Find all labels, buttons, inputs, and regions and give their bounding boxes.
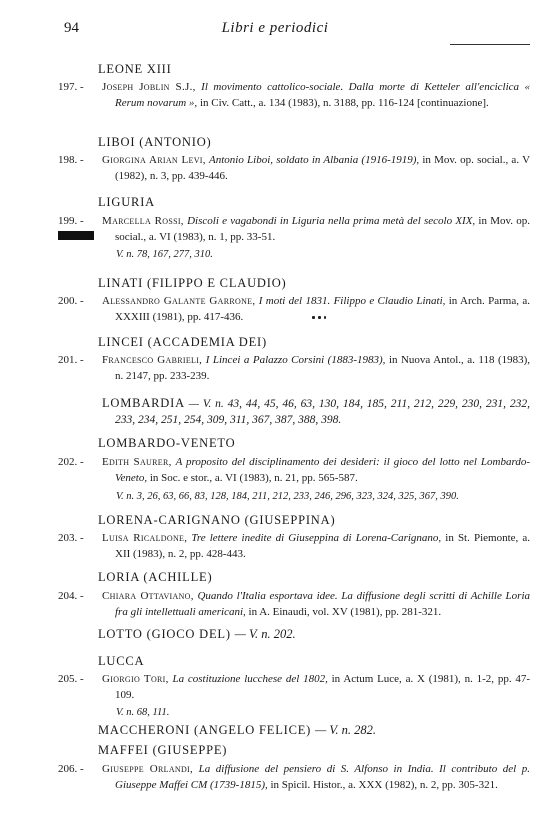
- heading-liguria: LIGURIA: [98, 195, 155, 209]
- heading-linati: LINATI (FILIPPO E CLAUDIO): [98, 276, 287, 290]
- entry-200: [58, 294, 530, 325]
- entry-198: [58, 153, 530, 184]
- entry-205: [58, 672, 530, 721]
- entry-refs: V. n. 68, 111.: [116, 707, 170, 718]
- entry-number: 203. -: [58, 532, 84, 544]
- heading-loria: LORIA (ACHILLE): [98, 570, 213, 584]
- entry-title: Antonio Liboi, soldato in Albania (1916-1919),: [209, 154, 420, 166]
- heading-maccheroni: [98, 723, 376, 738]
- ink-dots: [312, 316, 326, 320]
- entry-title: Quando l'Italia esportava idee. La diffusione degli scritti di Achille Loria fra gli intellettuali americani,: [115, 590, 530, 618]
- heading-lorena-carignano: LORENA-CARIGNANO (GIUSEPPINA): [98, 513, 336, 527]
- entry-refs: V. n. 78, 167, 277, 310.: [116, 249, 213, 260]
- entry-source: in Spicil. Histor., a. XXX (1982), n. 2, pp. 305-321.: [270, 778, 498, 791]
- entry-number: 197. -: [58, 81, 84, 93]
- heading-lucca: LUCCA: [98, 654, 145, 668]
- entry-source: in Mov. op. social., a. V (1982), n. 3, pp. 439-446.: [115, 154, 531, 182]
- entry-title: Discoli e vagabondi in Liguria nella prima metà del secolo XIX,: [187, 215, 476, 227]
- entry-source: in Actum Luce, a. X (1981), n. 1-2, pp. 47-109.: [115, 673, 531, 701]
- heading-maccheroni-label: MACCHERONI (ANGELO FELICE): [98, 723, 312, 737]
- lotto-ref: — V. n. 202.: [234, 627, 296, 641]
- heading-maffei: MAFFEI (GIUSEPPE): [98, 743, 228, 757]
- entry-201: [58, 353, 530, 384]
- entry-204: [58, 589, 530, 620]
- entry-source: in Arch. Parma, a. XXXIII (1981), pp. 417-436.: [115, 295, 530, 323]
- entry-number: 198. -: [58, 154, 84, 166]
- heading-lombardo-veneto: LOMBARDO-VENETO: [98, 436, 236, 450]
- entry-title: Tre lettere inedite di Giuseppina di Lorena-Carignano,: [191, 532, 442, 544]
- entry-source: in Mov. op. social., a. VI (1983), n. 1, pp. 33-51.: [115, 215, 531, 243]
- entry-number: 206. -: [58, 763, 84, 775]
- entry-number: 201. -: [58, 354, 84, 366]
- entry-source: in A. Einaudi, vol. XV (1981), pp. 281-321.: [248, 605, 442, 618]
- entry-number: 205. -: [58, 673, 84, 685]
- entry-author: Francesco Gabrieli,: [102, 354, 203, 366]
- page-number: 94: [64, 20, 79, 36]
- maccheroni-ref: — V. n. 282.: [315, 723, 376, 737]
- entry-source: in Soc. e stor., a. VI (1983), n. 21, pp. 565-587.: [149, 471, 358, 484]
- heading-leone: LEONE XIII: [98, 62, 172, 76]
- entry-author: Giorgio Tori,: [102, 673, 169, 685]
- entry-197: [58, 80, 530, 111]
- heading-lombardia: LOMBARDIA: [102, 396, 185, 410]
- entry-author: Joseph Joblin S.J.,: [102, 81, 196, 93]
- entry-199: [58, 214, 530, 263]
- entry-title: La diffusione del pensiero di S. Alfonso in India. Il contributo del p. Giuseppe Maffei CM (1739-1815),: [115, 763, 530, 791]
- entry-author: Giuseppe Orlandi,: [102, 763, 194, 775]
- entry-source: in St. Piemonte, a. XII (1983), n. 2, pp. 428-443.: [115, 532, 530, 560]
- entry-206: [58, 762, 530, 793]
- heading-lotto: [98, 627, 296, 642]
- entry-source: in Nuova Antol., a. 118 (1983), n. 2147, pp. 233-239.: [115, 354, 531, 382]
- entry-author: Chiara Ottaviano,: [102, 590, 194, 602]
- entry-203: [58, 531, 530, 562]
- entry-refs: V. n. 3, 26, 63, 66, 83, 128, 184, 211, 212, 233, 246, 296, 323, 324, 325, 367, 390.: [116, 491, 459, 502]
- entry-title: La costituzione lucchese del 1802,: [172, 673, 328, 685]
- entry-number: 200. -: [58, 295, 84, 307]
- header-rule: [450, 44, 530, 45]
- entry-author: Edith Saurer,: [102, 456, 172, 468]
- heading-lotto-label: LOTTO (GIOCO DEL): [98, 627, 231, 641]
- heading-lombardia-block: [58, 396, 530, 428]
- running-title: Libri e periodici: [221, 20, 329, 36]
- entry-author: Alessandro Galante Garrone,: [102, 295, 256, 307]
- entry-title: Il movimento cattolico-sociale. Dalla morte di Ketteler all'enciclica « Rerum novarum »,: [115, 81, 530, 109]
- entry-author: Luisa Ricaldone,: [102, 532, 188, 544]
- entry-author: Marcella Rossi,: [102, 215, 184, 227]
- entry-number: 202. -: [58, 456, 84, 468]
- entry-number: 199. -: [58, 215, 84, 227]
- lombardia-refs: — V. n. 43, 44, 45, 46, 63, 130, 184, 185, 211, 212, 229, 230, 231, 232, 233, 234, 251, 254, 309, 311, 367, 387, 388, 398.: [115, 398, 531, 426]
- entry-title: A proposito del disciplinamento dei desideri: il gioco del lotto nel Lombardo-Veneto,: [115, 456, 530, 484]
- heading-liboi: LIBOI (ANTONIO): [98, 135, 212, 149]
- heading-lincei: LINCEI (ACCADEMIA DEI): [98, 335, 267, 349]
- entry-title: I Lincei a Palazzo Corsini (1883-1983),: [205, 354, 386, 366]
- entry-author: Giorgina Arian Levi,: [102, 154, 206, 166]
- entry-number: 204. -: [58, 590, 84, 602]
- entry-202: [58, 455, 530, 505]
- entry-source: in Civ. Catt., a. 134 (1983), n. 3188, pp. 116-124 [continuazione].: [199, 96, 489, 109]
- entry-title: I moti del 1831. Filippo e Claudio Linati,: [258, 295, 446, 307]
